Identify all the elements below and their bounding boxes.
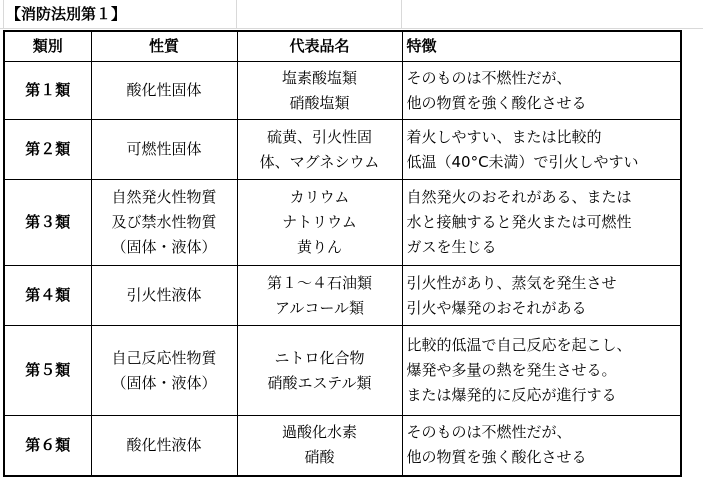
features-cell-line: そのものは不燃性だが、 (406, 423, 572, 442)
items-cell[interactable] (237, 180, 402, 266)
items-cell[interactable] (237, 266, 402, 326)
nature-cell-line: 自然発火性物質 (111, 188, 217, 206)
table-row (4, 120, 681, 180)
items-cell-line: 硝酸 (304, 448, 335, 467)
header-row (4, 31, 681, 62)
items-cell-line: 黄りん (296, 238, 342, 256)
features-cell[interactable] (402, 266, 681, 326)
class-cell[interactable]: 第３類 (4, 180, 91, 266)
header-features[interactable]: 特徴 (402, 31, 681, 62)
features-cell-line: 比較的低温で自己反応を起こし、 (406, 336, 632, 354)
features-cell[interactable] (402, 326, 681, 416)
items-cell[interactable] (237, 326, 402, 416)
class-cell[interactable]: 第４類 (4, 266, 91, 326)
nature-cell[interactable] (91, 62, 237, 120)
items-cell-line: 過酸化水素 (281, 423, 357, 442)
table-row (4, 266, 681, 326)
gridline-col-a (3, 0, 4, 28)
items-cell[interactable] (237, 416, 402, 476)
nature-cell[interactable] (91, 266, 237, 326)
items-cell-line: 第１～４石油類 (266, 273, 372, 292)
features-cell-line: そのものは不燃性だが、 (406, 68, 572, 87)
class-cell[interactable]: 第５類 (4, 326, 91, 416)
items-cell-line: ニトロ化合物 (274, 348, 365, 367)
nature-cell-line: （固体・液体） (111, 373, 217, 392)
nature-cell-line: 及び禁水性物質 (111, 213, 217, 231)
table-row (4, 180, 681, 266)
header-representative-items[interactable]: 代表品名 (237, 31, 402, 62)
items-cell[interactable] (237, 120, 402, 180)
nature-cell[interactable] (91, 326, 237, 416)
nature-cell-line: 酸化性液体 (126, 435, 202, 454)
features-cell-line: または爆発的に反応が進行する (406, 386, 617, 404)
nature-cell-line: 自己反応性物質 (111, 348, 217, 367)
features-cell[interactable] (402, 120, 681, 180)
features-cell-line: 水と接触すると発火または可燃性 (406, 213, 632, 231)
nature-cell-line: 引火性液体 (126, 286, 202, 304)
features-cell-line: ガスを生じる (406, 238, 497, 256)
nature-cell[interactable] (91, 180, 237, 266)
features-cell-line: 引火性があり、蒸気を発生させ (406, 273, 617, 292)
header-nature[interactable]: 性質 (91, 31, 237, 62)
table-row (4, 62, 681, 120)
features-cell-line: 着火しやすい、または比較的 (406, 127, 602, 146)
features-cell-line: 爆発や多量の熱を発生させる。 (406, 361, 617, 379)
table-row (4, 416, 681, 476)
table-row (4, 326, 681, 416)
nature-cell-line: 可燃性固体 (126, 140, 202, 158)
features-cell-line: 低温（40°C未満）で引火しやすい (406, 152, 639, 171)
nature-cell-line: 酸化性固体 (126, 81, 202, 99)
items-cell-line: 硝酸エステル類 (267, 373, 372, 392)
nature-cell[interactable] (91, 120, 237, 180)
features-cell[interactable] (402, 62, 681, 120)
class-cell[interactable]: 第２類 (4, 120, 91, 180)
gridline-col-c (236, 0, 237, 28)
features-cell-line: 他の物質を強く酸化させる (406, 93, 587, 112)
class-cell[interactable]: 第６類 (4, 416, 91, 476)
sheet-title: 【消防法別第１】 (6, 5, 127, 23)
features-cell[interactable] (402, 416, 681, 476)
fire-law-table (3, 30, 682, 477)
nature-cell-line: （固体・液体） (111, 238, 217, 256)
items-cell-line: アルコール類 (274, 298, 365, 317)
items-cell-line: 硝酸塩類 (289, 93, 350, 112)
features-cell-line: 他の物質を強く酸化させる (406, 448, 587, 467)
nature-cell[interactable] (91, 416, 237, 476)
features-cell[interactable] (402, 180, 681, 266)
items-cell[interactable] (237, 62, 402, 120)
features-cell-line: 引火や爆発のおそれがある (406, 298, 587, 317)
features-cell-line: 自然発火のおそれがある、または (406, 188, 632, 206)
items-cell-line: 体、マグネシウム (259, 152, 380, 171)
header-class[interactable]: 類別 (4, 31, 91, 62)
items-cell-line: 硫黄、引火性固 (266, 127, 372, 146)
gridline-col-d (401, 0, 402, 28)
class-cell[interactable]: 第１類 (4, 62, 91, 120)
items-cell-line: 塩素酸塩類 (281, 68, 357, 87)
items-cell-line: カリウム (289, 188, 350, 206)
items-cell-line: ナトリウム (282, 213, 357, 231)
